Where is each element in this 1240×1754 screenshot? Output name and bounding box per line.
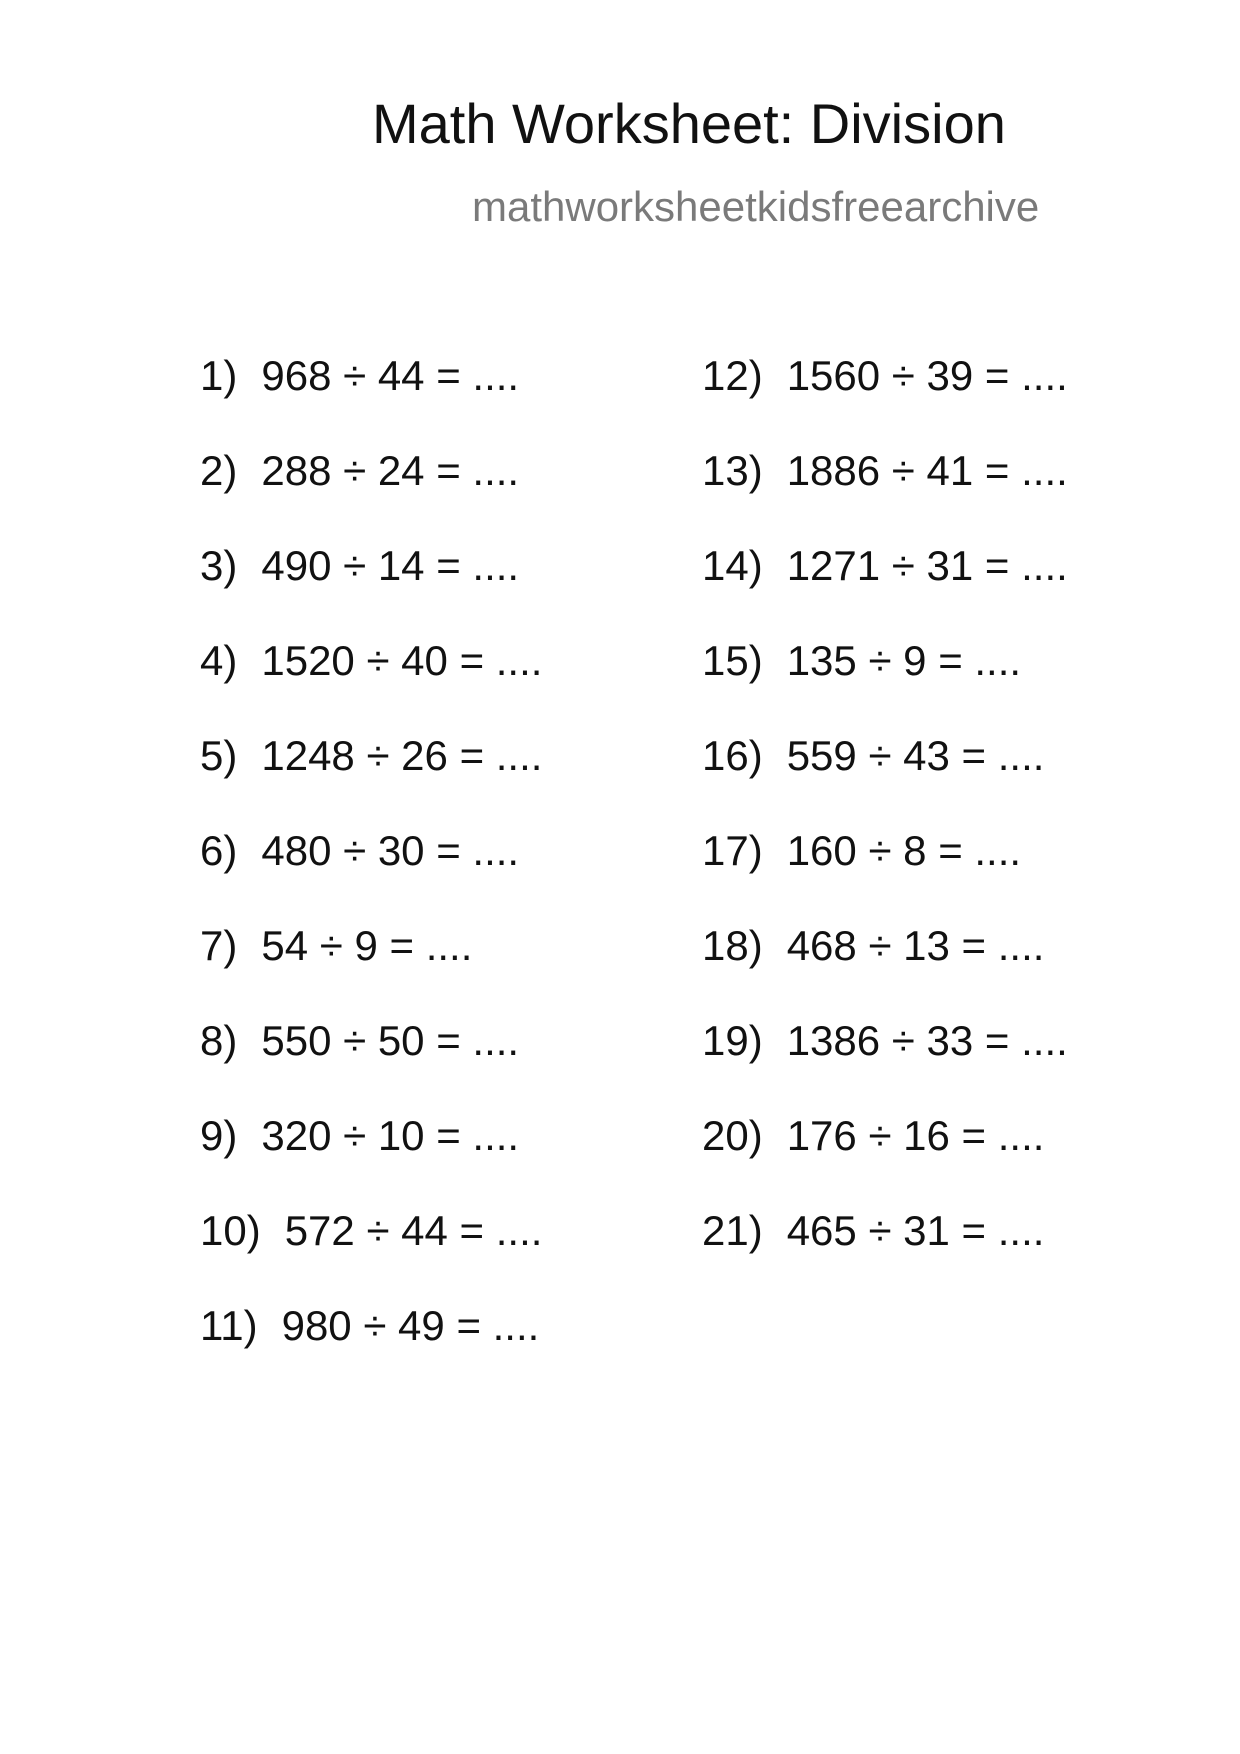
problem-11 xyxy=(200,1302,542,1397)
problem-expression: 1271 ÷ 31 = .... xyxy=(786,542,1068,589)
problem-number: 15) xyxy=(702,637,763,684)
problem-number: 13) xyxy=(702,447,763,494)
problem-number: 18) xyxy=(702,922,763,969)
problem-expression: 968 ÷ 44 = .... xyxy=(261,352,520,399)
problem-21 xyxy=(702,1207,1068,1302)
problem-expression: 490 ÷ 14 = .... xyxy=(261,542,520,589)
problem-2 xyxy=(200,447,542,542)
problem-19 xyxy=(702,1017,1068,1112)
problem-7 xyxy=(200,922,542,1017)
problem-20 xyxy=(702,1112,1068,1207)
problem-expression: 468 ÷ 13 = .... xyxy=(786,922,1045,969)
problem-number: 7) xyxy=(200,922,238,969)
problem-17 xyxy=(702,827,1068,922)
problems-column-left xyxy=(200,352,542,1397)
problem-1 xyxy=(200,352,542,447)
problem-6 xyxy=(200,827,542,922)
problem-number: 20) xyxy=(702,1112,763,1159)
problem-number: 11) xyxy=(200,1302,258,1349)
problem-4 xyxy=(200,637,542,732)
problem-13 xyxy=(702,447,1068,542)
problem-number: 9) xyxy=(200,1112,238,1159)
problem-8 xyxy=(200,1017,542,1112)
problem-expression: 480 ÷ 30 = .... xyxy=(261,827,520,874)
problem-number: 8) xyxy=(200,1017,238,1064)
problem-expression: 1886 ÷ 41 = .... xyxy=(786,447,1068,494)
problem-3 xyxy=(200,542,542,637)
problem-number: 1) xyxy=(200,352,238,399)
problem-expression: 1520 ÷ 40 = .... xyxy=(261,637,543,684)
problem-9 xyxy=(200,1112,542,1207)
problem-15 xyxy=(702,637,1068,732)
worksheet-title: Math Worksheet: Division xyxy=(372,92,1006,155)
problem-expression: 559 ÷ 43 = .... xyxy=(786,732,1045,779)
problem-number: 17) xyxy=(702,827,763,874)
problem-expression: 1386 ÷ 33 = .... xyxy=(786,1017,1068,1064)
problem-expression: 320 ÷ 10 = .... xyxy=(261,1112,520,1159)
problem-number: 2) xyxy=(200,447,238,494)
problem-expression: 1248 ÷ 26 = .... xyxy=(261,732,543,779)
problems-column-right xyxy=(702,352,1068,1302)
worksheet-subtitle: mathworksheetkidsfreearchive xyxy=(472,183,1040,230)
problem-expression: 54 ÷ 9 = .... xyxy=(261,922,473,969)
problem-expression: 160 ÷ 8 = .... xyxy=(786,827,1022,874)
problem-14 xyxy=(702,542,1068,637)
problem-expression: 465 ÷ 31 = .... xyxy=(786,1207,1045,1254)
problem-expression: 550 ÷ 50 = .... xyxy=(261,1017,520,1064)
problem-number: 14) xyxy=(702,542,763,589)
problem-16 xyxy=(702,732,1068,827)
problem-expression: 1560 ÷ 39 = .... xyxy=(786,352,1068,399)
problem-10 xyxy=(200,1207,542,1302)
problem-18 xyxy=(702,922,1068,1017)
problem-expression: 980 ÷ 49 = .... xyxy=(281,1302,540,1349)
problem-number: 10) xyxy=(200,1207,261,1254)
problem-number: 4) xyxy=(200,637,238,684)
problem-number: 21) xyxy=(702,1207,763,1254)
problem-number: 16) xyxy=(702,732,763,779)
problem-expression: 572 ÷ 44 = .... xyxy=(284,1207,543,1254)
problem-number: 19) xyxy=(702,1017,763,1064)
problem-number: 6) xyxy=(200,827,238,874)
problem-12 xyxy=(702,352,1068,447)
problem-expression: 288 ÷ 24 = .... xyxy=(261,447,520,494)
problem-5 xyxy=(200,732,542,827)
problem-expression: 135 ÷ 9 = .... xyxy=(786,637,1022,684)
problem-number: 3) xyxy=(200,542,238,589)
problem-number: 5) xyxy=(200,732,238,779)
problem-number: 12) xyxy=(702,352,763,399)
problem-expression: 176 ÷ 16 = .... xyxy=(786,1112,1045,1159)
